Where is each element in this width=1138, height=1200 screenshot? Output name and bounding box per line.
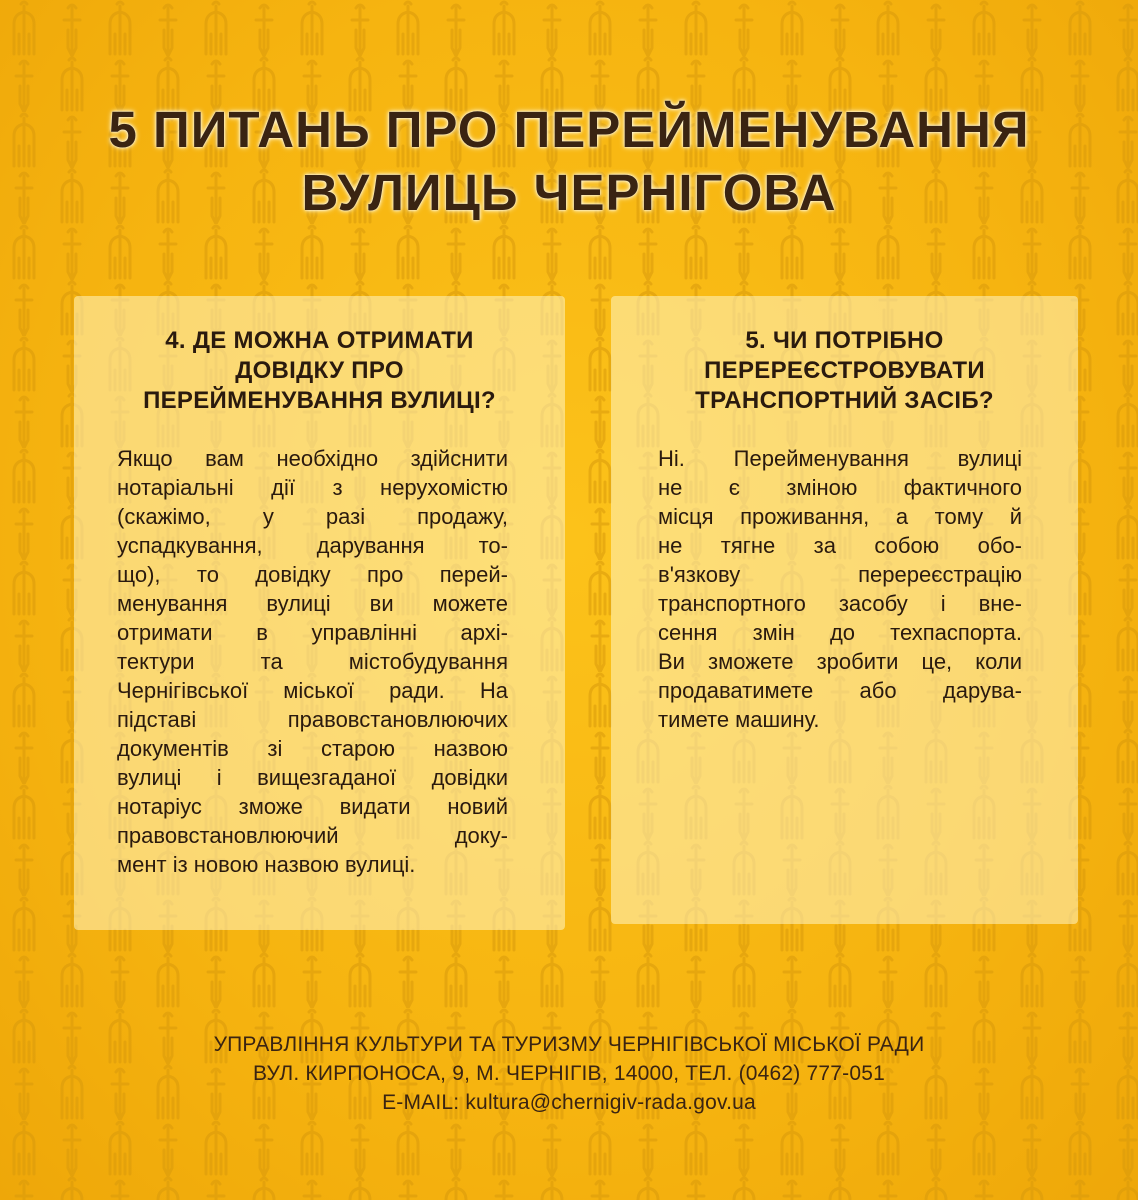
answer-line: тимете машину. [658,707,820,732]
answer-line: не тягне за собою обо- [658,533,1022,558]
answer-line: менування вулиці ви можете [117,591,508,616]
question-title-line: ТРАНСПОРТНИЙ ЗАСІБ? [695,387,994,414]
answer-line: транспортного засобу і вне- [658,591,1022,616]
question-title-line: 5. ЧИ ПОТРІБНО [745,327,944,354]
answer-line: отримати в управлінні архі- [117,620,508,645]
question-title-line: 4. ДЕ МОЖНА ОТРИМАТИ [165,327,474,354]
answer-line: нотаріальні дії з нерухомістю [117,475,508,500]
question-title-line: ДОВІДКУ ПРО [235,357,404,384]
question-card-5-answer [658,444,1022,734]
footer-address: ВУЛ. КИРПОНОСА, 9, М. ЧЕРНІГІВ, 14000, ТЕЛ. (0462) 777-051 [252,1062,885,1085]
question-card-4-title [104,326,535,416]
answer-line: в'язкову перереєстрацію [658,562,1022,587]
answer-line: Ні. Перейменування вулиці [658,446,1022,471]
question-card-4 [74,296,565,930]
page-title-line-2: ВУЛИЦЬ ЧЕРНІГОВА [301,164,837,221]
footer-organization: УПРАВЛІННЯ КУЛЬТУРИ ТА ТУРИЗМУ ЧЕРНІГІВСЬКОЇ МІСЬКОЇ РАДИ [213,1033,925,1056]
question-card-4-answer [117,444,508,879]
answer-line: не є зміною фактичного [658,475,1022,500]
answer-line: Чернігівської міської ради. На [117,678,508,703]
answer-line: мент із новою назвою вулиці. [117,852,416,877]
answer-line: підставі правовстановлюючих [117,707,508,732]
page-title [40,98,1098,224]
answer-line: правовстановлюючий доку- [117,823,508,848]
answer-line: успадкування, дарування то- [117,533,508,558]
answer-line: нотаріус зможе видати новий [117,794,508,819]
answer-line: (скажімо, у разі продажу, [117,504,508,529]
answer-line: продаватимете або дарува- [658,678,1022,703]
question-card-5-title [641,326,1048,416]
answer-line: що), то довідку про перей- [117,562,508,587]
answer-line: сення змін до техпаспорта. [658,620,1022,645]
answer-line: вулиці і вищезгаданої довідки [117,765,508,790]
answer-line: документів зі старою назвою [117,736,508,761]
question-card-5 [611,296,1078,924]
answer-line: Ви зможете зробити це, коли [658,649,1022,674]
question-title-line: ПЕРЕРЕЄСТРОВУВАТИ [704,357,985,384]
footer-email-link[interactable]: E-MAIL: kultura@chernigiv-rada.gov.ua [382,1091,756,1114]
page-title-line-1: 5 ПИТАНЬ ПРО ПЕРЕЙМЕНУВАННЯ [108,101,1030,158]
answer-line: місця проживання, а тому й [658,504,1022,529]
answer-line: тектури та містобудування [117,649,508,674]
answer-line: Якщо вам необхідно здійснити [117,446,508,471]
question-title-line: ПЕРЕЙМЕНУВАННЯ ВУЛИЦІ? [143,387,496,414]
footer-contacts [80,1030,1058,1117]
